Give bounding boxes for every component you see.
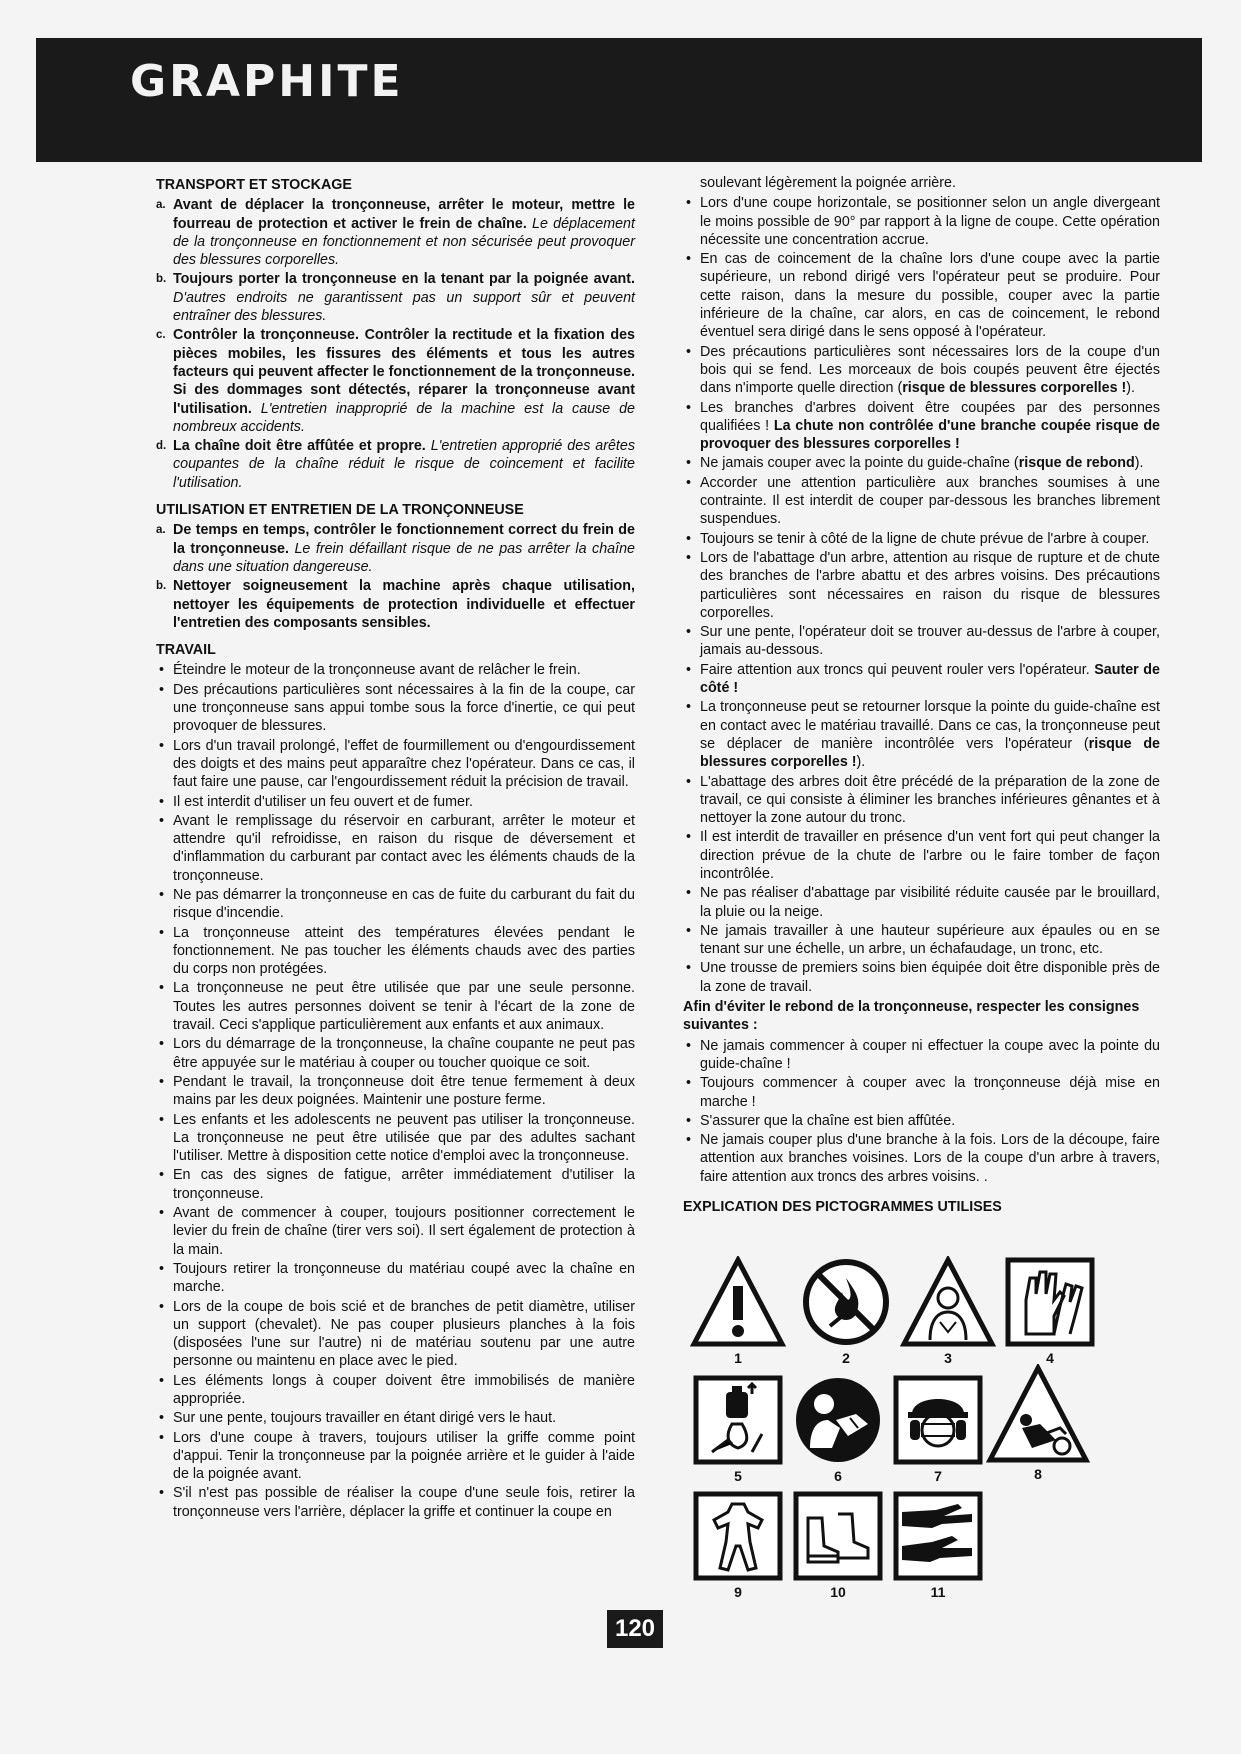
bullet: • bbox=[159, 812, 165, 829]
item-text: Avant de commencer à couper, toujours positionner correctement le levier du frein de chaîne (tirer vers soi). Il sert également de protection à la main. bbox=[173, 1205, 635, 1258]
section-title-usage: UTILISATION ET ENTRETIEN DE LA TRONÇONNEUSE bbox=[156, 502, 524, 519]
work-list bbox=[156, 661, 635, 1521]
bullet: • bbox=[686, 1112, 692, 1129]
list-item: • Des précautions particulières sont nécessaires lors de la coupe d'un bois qui se fend. Les morceaux de bois coupés peuvent être éjectés dans n'importe quelle direction (risque de blessures corporelles !). bbox=[686, 343, 1160, 397]
bullet: • bbox=[686, 829, 692, 846]
bullet: • bbox=[159, 1260, 165, 1277]
brand-logo: GRAPHITE bbox=[130, 56, 404, 107]
bullet: • bbox=[686, 530, 692, 547]
item-bold-text: Avant de déplacer la tronçonneuse, arrêter le moteur, mettre le fourreau de protection et activer le frein de chaîne. bbox=[173, 197, 635, 232]
bullet: • bbox=[686, 960, 692, 977]
pictogram-7: 7 bbox=[883, 1374, 993, 1484]
bullet: • bbox=[159, 793, 165, 810]
pictogram-10: 10 bbox=[783, 1490, 893, 1600]
bullet: • bbox=[159, 886, 165, 903]
bullet: • bbox=[686, 624, 692, 641]
protective-clothing-icon bbox=[692, 1490, 784, 1582]
list-item bbox=[156, 979, 635, 1034]
list-item bbox=[156, 1204, 635, 1259]
list-item bbox=[683, 922, 1160, 959]
item-marker: a. bbox=[156, 199, 166, 212]
list-item bbox=[683, 773, 1160, 828]
page-number: 120 bbox=[607, 1610, 663, 1648]
two-hands-icon bbox=[892, 1490, 984, 1582]
item-marker: b. bbox=[156, 580, 167, 593]
list-item bbox=[156, 737, 635, 792]
item-text: En cas de coincement de la chaîne lors d'une coupe avec la partie supérieure, un rebond dirigé vers l'opérateur peut se produire. Pour cette raison, dans la mesure du possible, couper avec la partie inférieure de la chaîne, car alors, en cas de coincement, le rebond éventuel sera dirigé dans le sens opposé à l'opérateur. bbox=[700, 251, 1160, 341]
list-item: • La tronçonneuse peut se retourner lorsque la pointe du guide-chaîne est en contact avec le matériau travaillé. Dans ce cas, la tronçonneuse peut se déplacer de manière incontrôlée vers l'opérateur (risque de blessures corporelles !). bbox=[686, 699, 1161, 771]
list-item bbox=[156, 1372, 635, 1409]
list-item bbox=[156, 270, 635, 325]
list-item bbox=[156, 681, 635, 736]
item-bold-text: Nettoyer soigneusement la machine après chaque utilisation, nettoyer les équipements de protection individuelle et effectuer l'entretien des composants sensibles. bbox=[173, 578, 635, 631]
pictogram-6: 6 bbox=[783, 1374, 893, 1484]
list-item bbox=[156, 1484, 635, 1521]
right-bullets-1 bbox=[683, 194, 1160, 341]
list-item bbox=[683, 884, 1160, 921]
bullet: • bbox=[159, 662, 165, 679]
list-item bbox=[156, 437, 635, 492]
list-item bbox=[156, 1111, 635, 1166]
list-item bbox=[156, 326, 635, 436]
item-text: Accorder une attention particulière aux branches soumises à une contrainte. Il est interdit de couper par-dessous les branches librement suspendues. bbox=[700, 474, 1160, 528]
item-text: Lors du démarrage de la tronçonneuse, la chaîne coupante ne peut pas être appuyée sur le matériau à couper ou toucher quoique ce soit. bbox=[173, 1036, 635, 1071]
bullet: • bbox=[159, 1485, 165, 1502]
bullet: • bbox=[686, 922, 692, 939]
bullet: • bbox=[159, 1205, 165, 1222]
safety-boots-icon bbox=[792, 1490, 884, 1582]
pictogram-grid bbox=[683, 1256, 1163, 1616]
item-text: La tronçonneuse atteint des températures élevées pendant le fonctionnement. Ne pas toucher les éléments chauds avec des parties du corps non protégées. bbox=[173, 924, 635, 978]
item-marker: b. bbox=[156, 273, 167, 286]
transport-list bbox=[156, 196, 635, 492]
item-text: Toujours se tenir à côté de la ligne de chute prévue de l'arbre à couper. bbox=[700, 530, 1150, 547]
item-italic-text: D'autres endroits ne garantissent pas un support sûr et peuvent entraîner des blessures. bbox=[173, 289, 635, 325]
list-item bbox=[683, 194, 1160, 249]
list-item: • Ne jamais couper avec la pointe du guide-chaîne (risque de rebond). bbox=[686, 455, 1144, 472]
bullet: • bbox=[159, 1036, 165, 1053]
item-text: Il est interdit d'utiliser un feu ouvert et de fumer. bbox=[173, 793, 473, 810]
list-item: • Les branches d'arbres doivent être coupées par des personnes qualifiées ! La chute non contrôlée d'une branche coupée risque de provoquer des blessures corporelles ! bbox=[686, 399, 1160, 453]
item-text: Les éléments longs à couper doivent être immobilisés de manière appropriée. bbox=[173, 1372, 635, 1407]
bullet: • bbox=[159, 1429, 165, 1446]
pictogram-11: 11 bbox=[883, 1490, 993, 1600]
item-text: La tronçonneuse ne peut être utilisée que par une seule personne. Toutes les autres personnes doivent se tenir à l'écart de la zone de travail. Ceci s'applique particulièrement aux enfants et aux animaux. bbox=[173, 980, 635, 1034]
pictogram-2: 2 bbox=[791, 1256, 901, 1366]
list-item bbox=[156, 577, 635, 632]
bullet: • bbox=[159, 1410, 165, 1427]
item-bold-text: Contrôler la tronçonneuse. Contrôler la rectitude et la fixation des pièces mobiles, les fissures des éléments et tous les autres facteurs qui peuvent affecter le fonctionnement de la tronçonneuse. Si des dommages sont détectés, réparer la tronçonneuse avant l'utilisation. bbox=[173, 327, 635, 417]
list-item bbox=[156, 812, 635, 885]
item-text: Sur une pente, l'opérateur doit se trouver au-dessus de l'arbre à couper, jamais au-dessous. bbox=[700, 624, 1160, 659]
left-column bbox=[156, 172, 635, 1522]
bullet: • bbox=[686, 1037, 692, 1054]
list-item bbox=[156, 1429, 635, 1484]
list-item bbox=[156, 886, 635, 923]
list-item bbox=[156, 1409, 635, 1427]
list-item bbox=[683, 1037, 1160, 1074]
usage-list bbox=[156, 521, 635, 632]
list-item bbox=[683, 828, 1160, 883]
item-text: Ne jamais couper plus d'une branche à la fois. Lors de la découpe, faire attention aux branches voisines. Lors de la coupe d'un arbre à travers, faire attention aux troncs des arbres voisins. . bbox=[700, 1132, 1160, 1185]
item-text: Toujours commencer à couper avec la tronçonneuse déjà mise en marche ! bbox=[700, 1075, 1160, 1110]
item-text: Lors d'une coupe horizontale, se positionner selon un angle divergeant le moins possible de 90° par rapport à la ligne de coupe. Cette opération nécessite une concentration accrue. bbox=[700, 195, 1160, 248]
kickback-warning-icon bbox=[986, 1364, 1090, 1464]
bullet: • bbox=[159, 1111, 165, 1128]
item-text: Ne jamais commencer à couper ni effectuer la coupe avec la pointe du guide-chaîne ! bbox=[700, 1037, 1160, 1072]
item-italic-text: Le frein défaillant risque de ne pas arrêter la chaîne dans une situation dangereuse. bbox=[173, 540, 635, 575]
list-item bbox=[156, 1035, 635, 1072]
continuation-text: soulevant légèrement la poignée arrière. bbox=[700, 175, 956, 191]
item-text: S'il n'est pas possible de réaliser la coupe d'une seule fois, retirer la tronçonneuse vers l'arrière, déplacer la griffe et continuer la coupe en bbox=[173, 1485, 635, 1520]
item-marker: d. bbox=[156, 440, 167, 453]
bullet: • bbox=[686, 549, 692, 566]
item-text: Avant le remplissage du réservoir en carburant, arrêter le moteur et attendre qu'il refroidisse, en raison du risque de déversement et d'inflammation du carburant par contact avec les éléments chauds de la tronçonneuse. bbox=[173, 812, 635, 884]
bullet: • bbox=[686, 885, 692, 902]
list-item bbox=[156, 196, 635, 269]
bullet: • bbox=[686, 773, 692, 790]
right-column bbox=[683, 172, 1160, 1218]
bullet: • bbox=[159, 980, 165, 997]
pictogram-8: 8 bbox=[983, 1364, 1093, 1482]
right-bullets-3 bbox=[683, 773, 1160, 997]
pictogram-9: 9 bbox=[683, 1490, 793, 1600]
item-bold-text: De temps en temps, contrôler le fonctionnement correct du frein de la tronçonneuse. bbox=[173, 522, 635, 557]
bullet: • bbox=[686, 1132, 692, 1149]
kickback-title: Afin d'éviter le rebond de la tronçonneuse, respecter les consignes suivantes : bbox=[683, 999, 1140, 1034]
item-text: Lors de l'abattage d'un arbre, attention au risque de rupture et de chute des branches de l'arbre abattu et des arbres voisins. Des précautions particulières sont nécessaires en raison du risque de blessures corporelles. bbox=[700, 549, 1160, 621]
item-text: Sur une pente, toujours travailler en étant dirigé vers le haut. bbox=[173, 1410, 557, 1427]
item-text: Toujours retirer la tronçonneuse du matériau coupé avec la chaîne en marche. bbox=[173, 1260, 635, 1296]
bullet: • bbox=[159, 1073, 165, 1090]
gloves-icon bbox=[1004, 1256, 1096, 1348]
list-item bbox=[156, 1298, 635, 1371]
list-item bbox=[156, 1166, 635, 1203]
pictogram-5: 5 bbox=[683, 1374, 793, 1484]
item-marker: c. bbox=[156, 329, 166, 342]
list-item bbox=[683, 1074, 1160, 1111]
item-text: Il est interdit de travailler en présence d'un vent fort qui peut changer la direction prévue de la chute de l'arbre ou le faire tomber de façon incontrôlée. bbox=[700, 829, 1160, 882]
item-text: Éteindre le moteur de la tronçonneuse avant de relâcher le frein. bbox=[173, 662, 581, 679]
item-text: En cas des signes de fatigue, arrêter immédiatement d'utiliser la tronçonneuse. bbox=[173, 1167, 635, 1202]
bullet: • bbox=[159, 1372, 165, 1389]
list-item bbox=[683, 530, 1160, 548]
item-text: Pendant le travail, la tronçonneuse doit être tenue fermement à deux mains par les deux poignées. Maintenir une posture ferme. bbox=[173, 1073, 635, 1109]
item-marker: a. bbox=[156, 524, 166, 537]
fuel-oil-icon bbox=[692, 1374, 784, 1466]
list-item bbox=[683, 623, 1160, 660]
list-item bbox=[156, 661, 635, 679]
section-title-pictograms: EXPLICATION DES PICTOGRAMMES UTILISES bbox=[683, 1199, 1002, 1216]
pictogram-1: 1 bbox=[683, 1256, 793, 1366]
item-text: S'assurer que la chaîne est bien affûtée. bbox=[700, 1112, 956, 1129]
item-bold-text: Toujours porter la tronçonneuse en la tenant par la poignée avant. bbox=[173, 271, 635, 288]
item-text: Des précautions particulières sont nécessaires à la fin de la coupe, car une tronçonneuse sans appui tombe sous la force d'inertie, ce qui peut provoquer de blessures. bbox=[173, 681, 635, 735]
list-item: • Faire attention aux troncs qui peuvent rouler vers l'opérateur. Sauter de côté ! bbox=[686, 661, 1160, 697]
list-item bbox=[156, 1073, 635, 1110]
list-item bbox=[683, 474, 1160, 529]
item-text: Lors d'une coupe à travers, toujours utiliser la griffe comme point d'appui. Tenir la tronçonneuse par la poignée arrière et le guider à l'aide de la poignée avant. bbox=[173, 1429, 635, 1483]
item-text: Lors d'un travail prolongé, l'effet de fourmillement ou d'engourdissement des doigts et des mains peut apparaître chez l'opérateur. Dans ce cas, il faut faire une pause, car l'engourdissement réduit la précision de travail. bbox=[173, 737, 635, 791]
no-fire-icon bbox=[800, 1256, 892, 1348]
item-text: L'abattage des arbres doit être précédé de la préparation de la zone de travail, ce qui consiste à éliminer les branches inférieures gênantes et à nettoyer la zone autour du tronc. bbox=[700, 773, 1160, 827]
item-italic-text: L'entretien approprié des arêtes coupantes de la chaîne réduit le risque de coincement et facilite l'utilisation. bbox=[173, 438, 635, 491]
item-text: Les enfants et les adolescents ne peuvent pas utiliser la tronçonneuse. La tronçonneuse ne peut être utilisée que par des adultes sachant l'utiliser. Mettre à disposition cette notice d'emploi avec la tronçonneuse. bbox=[173, 1111, 635, 1165]
bullet: • bbox=[159, 924, 165, 941]
bullet: • bbox=[686, 1075, 692, 1092]
bullet: • bbox=[159, 1298, 165, 1315]
item-text: Ne pas démarrer la tronçonneuse en cas de fuite du carburant du fait du risque d'incendie. bbox=[173, 886, 635, 922]
pictogram-4: 4 bbox=[995, 1256, 1105, 1366]
list-item bbox=[683, 250, 1160, 341]
item-italic-text: L'entretien inapproprié de la machine est la cause de nombreux accidents. bbox=[173, 400, 635, 435]
item-text: Ne pas réaliser d'abattage par visibilité réduite causée par le brouillard, la pluie ou la neige. bbox=[700, 885, 1160, 920]
list-item bbox=[683, 1131, 1160, 1186]
list-item bbox=[683, 959, 1160, 996]
list-item bbox=[683, 549, 1160, 622]
list-item bbox=[156, 793, 635, 811]
item-text: Ne jamais travailler à une hauteur supérieure aux épaules ou en se tenant sur une échelle, un arbre, un échafaudage, un tronc, etc. bbox=[700, 922, 1160, 958]
item-text: Lors de la coupe de bois scié et de branches de petit diamètre, utiliser un support (chevalet). Ne pas couper plusieurs planches à la fois (disposées l'une sur l'autre) ni de matériau soutenu par une autre personne ou maintenu en place avec le pied. bbox=[173, 1298, 635, 1370]
bullet: • bbox=[686, 251, 692, 268]
pictogram-3: 3 bbox=[893, 1256, 1003, 1366]
item-text: Une trousse de premiers soins bien équipée doit être disponible près de la zone de travail. bbox=[700, 960, 1160, 995]
bullet: • bbox=[159, 737, 165, 754]
bullet: • bbox=[159, 1167, 165, 1184]
list-item bbox=[156, 924, 635, 979]
list-item bbox=[156, 521, 635, 576]
bullet: • bbox=[686, 474, 692, 491]
section-title-transport: TRANSPORT ET STOCKAGE bbox=[156, 177, 352, 193]
read-manual-icon bbox=[792, 1374, 884, 1466]
head-protection-icon bbox=[892, 1374, 984, 1466]
section-title-work: TRAVAIL bbox=[156, 642, 216, 659]
item-italic-text: Le déplacement de la tronçonneuse en fonctionnement et non sécurisée peut provoquer des blessures corporelles. bbox=[173, 215, 635, 269]
right-bullets-2 bbox=[683, 474, 1160, 660]
toxic-fumes-icon bbox=[900, 1256, 996, 1348]
list-item bbox=[683, 1112, 1160, 1130]
list-item bbox=[156, 1260, 635, 1297]
bullet: • bbox=[686, 195, 692, 212]
kickback-list bbox=[683, 1037, 1160, 1186]
warning-icon bbox=[690, 1256, 786, 1348]
bullet: • bbox=[159, 681, 165, 698]
item-bold-text: La chaîne doit être affûtée et propre. bbox=[173, 438, 426, 455]
